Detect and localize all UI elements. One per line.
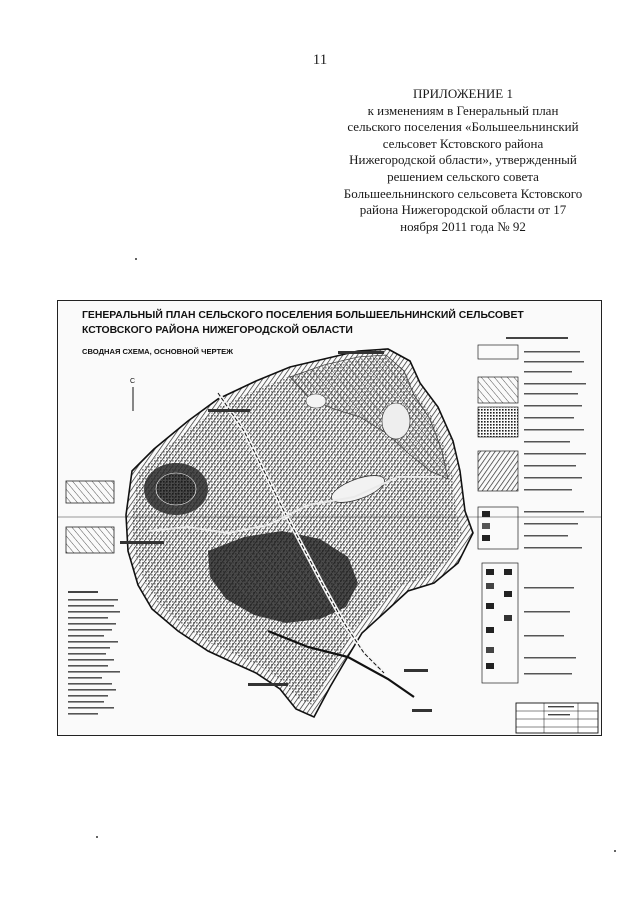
plan-map: [58, 301, 601, 735]
north-label: С: [130, 378, 136, 385]
left-legend: [68, 591, 120, 715]
map-label-placeholder: [404, 669, 428, 672]
annex-line: района Нижегородской области от 17: [359, 202, 567, 218]
annex-line: Нижегородской области», утвержденный: [349, 152, 577, 168]
annex-line: ноября 2011 года № 92: [400, 218, 526, 234]
annex-line: сельсовет Кстовского района: [382, 135, 544, 151]
annex-line: сельского поселения «Большеельнинский: [347, 119, 579, 135]
scan-speck: [96, 836, 98, 838]
map-label-placeholder: [412, 709, 432, 712]
page-number: 11: [312, 52, 328, 68]
map-label-placeholder: [208, 409, 250, 412]
scan-speck: [135, 258, 137, 260]
annex-line: ПРИЛОЖЕНИЕ 1: [413, 86, 513, 101]
right-legend: [478, 337, 586, 683]
annex-line: решением сельского совета: [387, 168, 539, 184]
inset-map: [66, 481, 114, 503]
plan-title-line: КСТОВСКОГО РАЙОНА НИЖЕГОРОДСКОЙ ОБЛАСТИ: [82, 324, 353, 336]
annex-line: Большеельнинского сельсовета Кстовского: [343, 185, 583, 201]
plan-title: [82, 309, 524, 338]
title-block: [516, 703, 598, 733]
plan-title-line: ГЕНЕРАЛЬНЫЙ ПЛАН СЕЛЬСКОГО ПОСЕЛЕНИЯ БОЛЬШЕЕЛЬНИНСКИЙ СЕЛЬСОВЕТ: [82, 310, 524, 321]
village-cluster: [156, 473, 196, 505]
master-plan-drawing: [57, 300, 602, 736]
map-label-placeholder: [338, 351, 384, 354]
clearing: [306, 394, 326, 408]
clearing: [382, 403, 410, 439]
annex-line: к изменениям в Генеральный план: [367, 102, 559, 118]
scan-speck: [614, 850, 616, 852]
plan-subtitle: СВОДНАЯ СХЕМА, ОСНОВНОЙ ЧЕРТЕЖ: [82, 347, 234, 356]
map-label-placeholder: [120, 541, 164, 544]
map-label-placeholder: [248, 683, 288, 686]
inset-map: [66, 527, 114, 553]
annex-heading: [338, 86, 588, 235]
